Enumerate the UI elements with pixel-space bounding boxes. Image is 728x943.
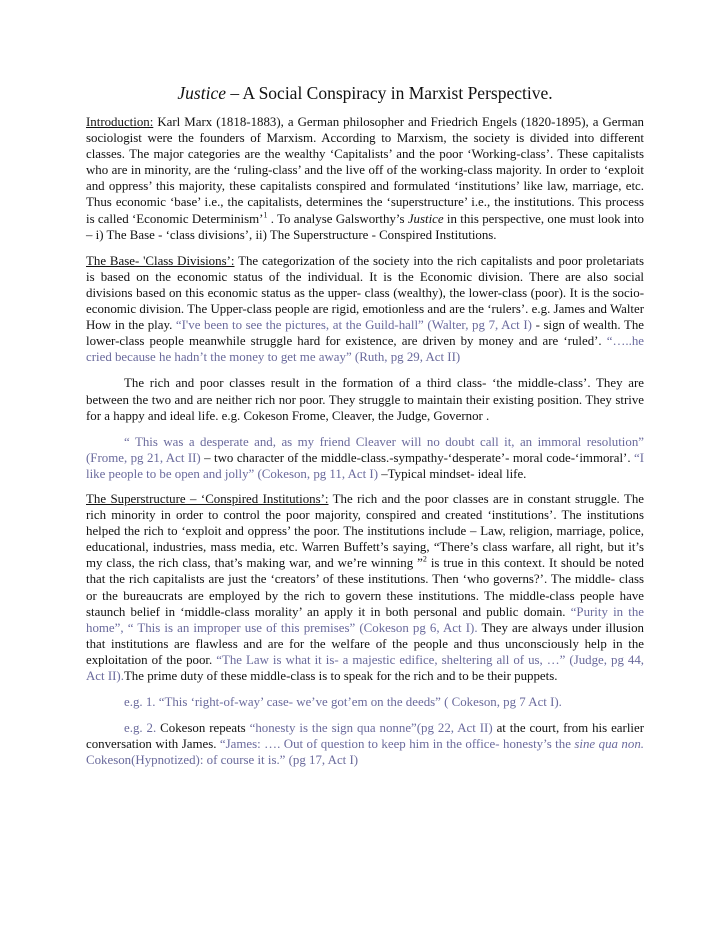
footnote-ref-2: 2 — [422, 555, 427, 565]
superstructure-heading: The Superstructure – ‘Conspired Institutions’: — [86, 491, 329, 506]
example-2-lead: e.g. 2. — [124, 721, 157, 736]
document-title — [86, 82, 644, 104]
document-page — [86, 82, 644, 778]
quote-cokeson-purity: “Purity in the home”, “ This is an improper use of this premises” (Cokeson pg 6, Act I). — [86, 604, 644, 635]
quote-frome: “ This was a desperate and, as my friend Cleaver will no doubt call it, an immoral resolution” (Frome, pg 21, Act II) — [86, 434, 644, 465]
quote-honesty: “honesty is the sign qua nonne”(pg 22, Act II) — [249, 721, 493, 736]
example-2: e.g. 2. Cokeson repeats “honesty is the sign qua nonne”(pg 22, Act II) at the court, from his earlier conversation with James. “James: …. Out of question to keep him in the office- honesty’s the sine qua non. Cokeson(Hypnotized): of course it is.” (pg 17, Act I) — [86, 721, 644, 768]
quote-cokeson-jolly: “I like people to be open and jolly” (Cokeson, pg 11, Act I) — [86, 450, 644, 481]
quote-judge: “The Law is what it is- a majestic edifice, sheltering all of us, …” (Judge, pg 44, Act II). — [86, 652, 645, 683]
quote-walter: “I've been to see the pictures, at the Guild-hall” (Walter, pg 7, Act I) — [175, 318, 532, 333]
introduction-heading: Introduction: — [86, 115, 154, 129]
play-title: Justice — [407, 211, 444, 226]
base-heading: The Base- 'Class Divisions’: — [86, 253, 235, 268]
quote-cokeson-hypnotized: Cokeson(Hypnotized): of course it is.” (pg 17, Act I) — [86, 753, 359, 768]
quote-james: “James: …. Out of question to keep him in the office- honesty’s the — [219, 737, 575, 752]
footnote-ref-1: 1 — [263, 210, 268, 220]
quote-ruth: “…..he cried because he hadn’t the money to get me away” (Ruth, pg 29, Act II) — [86, 334, 644, 365]
middle-class-quote-paragraph: “ This was a desperate and, as my friend Cleaver will no doubt call it, an immoral resolution” (Frome, pg 21, Act II) – two character of the middle-class.-sympathy-‘desperate’- moral code-‘immoral’. “I like people to be open and jolly” (Cokeson, pg 11, Act I) –Typical mindset- ideal life. — [86, 434, 644, 481]
title-italic: Justice — [177, 83, 226, 103]
title-rest: – A Social Conspiracy in Marxist Perspective. — [225, 83, 553, 103]
middle-class-paragraph: The rich and poor classes result in the formation of a third class- ‘the middle-class’. They are between the two and are neither rich nor poor. They struggle to maintain their existing position. They strive for a happy and ideal life. e.g. Cokeson Frome, Cleaver, the Judge, Governor . — [86, 376, 644, 423]
example-1: e.g. 1. “This ‘right-of-way’ case- we’ve got’em on the deeds” ( Cokeson, pg 7 Act I). — [124, 695, 562, 710]
introduction-paragraph: Introduction: Karl Marx (1818-1883), a German philosopher and Friedrich Engels (1820-1895), a German sociologist were the founders of Marxism. According to Marxism, the society is divided into different classes. The major categories are the wealthy ‘Capitalists’ and the poor ‘Working-class’. These capitalists who are in minority, are the ‘ruling-class’ and the live off of the working-class majority. In order to ‘exploit and oppress’ this majority, these capitalists conspired and formulated ‘institutions’ like law, marriage, etc. Thus economic ‘base’ i.e., the capitalists, determines the ‘superstructure’ i.e., the institutions. This process is called ‘Economic Determinism’$^1$ . To analyse Galsworthy’s Justice in this perspective, one must look into – i) The Base - ‘class divisions’, ii) The Superstructure - Conspired Institutions. — [86, 115, 644, 242]
latin-phrase: sine qua non. — [574, 737, 644, 752]
superstructure-paragraph: The Superstructure – ‘Conspired Institutions’: The rich and the poor classes are in constant struggle. The rich minority in order to control the poor majority, conspired and created ‘institutions’. The institutions helped the rich to ‘exploit and oppress’ the poor. The institutions include – Law, religion, marriage, police, educational, industries, mass media, etc. Warren Buffett’s saying, “There’s class warfare, all right, but it’s my class, the rich class, that’s making war, and we’re winning ”$^2$ is true in this context. It should be noted that the rich capitalists are just the ‘creators’ of these institutions. Then ‘who governs?’. The middle- class or the bureaucrats are employed by the rich to govern these institutions. The middle-class people have staunch belief in ‘middle-class morality’ an apply it in both personal and public domain. “Purity in the home”, “ This is an improper use of this premises” (Cokeson pg 6, Act I). They are always under illusion that institutions are flawless and are for the welfare of the people and thus unconsciously help in the exploitation of the poor. “The Law is what it is- a majestic edifice, sheltering all of us, …” (Judge, pg 44, Act II).The prime duty of these middle-class is to speak for the rich and to be their puppets. — [86, 491, 645, 683]
base-paragraph: The Base- 'Class Divisions’: The categorization of the society into the rich capitalists and poor proletariats is based on the economic status of the individual. It is the Economic division. There are also social divisions based on this economic status as the upper- class (wealthy), the lower-class (poor). It is the socio-economic division. The Upper-class people are rigid, emotionless and are the ‘rulers’. e.g. James and Walter How in the play. “I've been to see the pictures, at the Guild-hall” (Walter, pg 7, Act I) - sign of wealth. The lower-class people meanwhile struggle hard for existence, are driven by money and are ‘ruled’. “…..he cried because he hadn’t the money to get me away” (Ruth, pg 29, Act II) — [86, 253, 644, 365]
